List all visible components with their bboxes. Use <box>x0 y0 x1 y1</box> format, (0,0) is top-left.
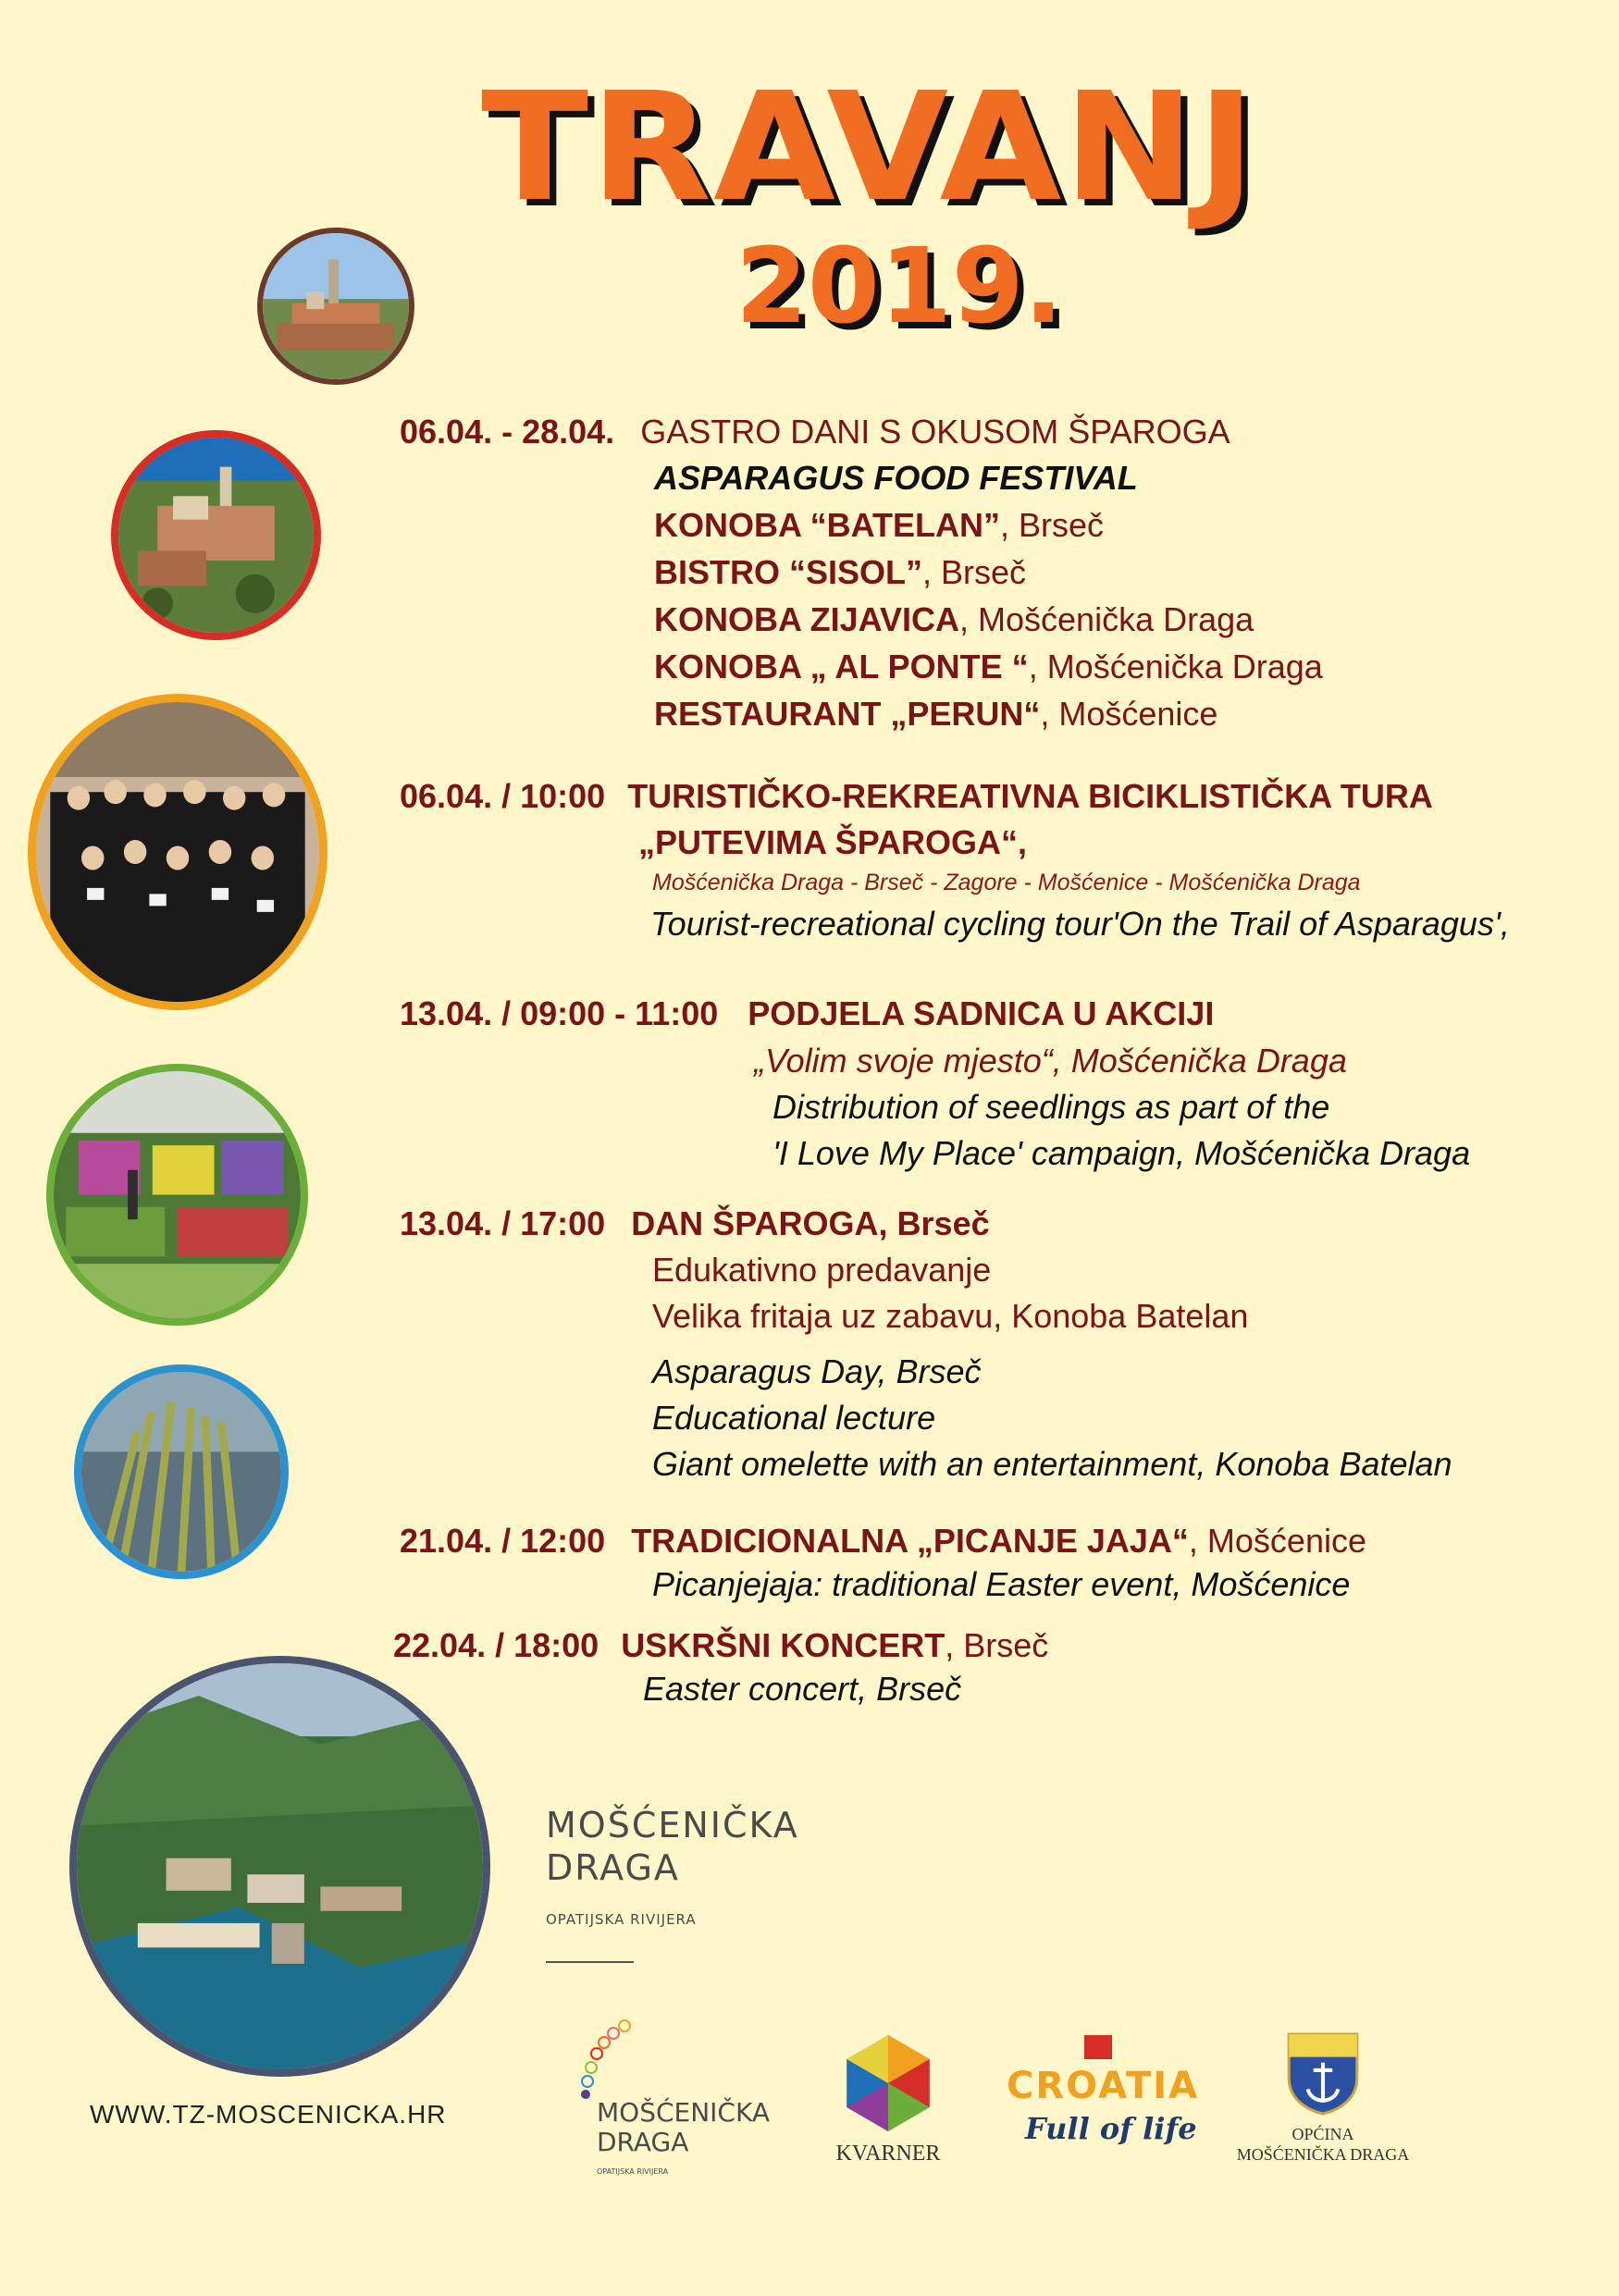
kvarner-logo <box>823 2035 953 2174</box>
event-1-subtitle: ASPARAGUS FOOD FESTIVAL <box>654 459 1138 497</box>
event-1-date: 06.04. - 28.04. <box>400 413 615 451</box>
event-1-venue-4-name: KONOBA „ AL PONTE “ <box>654 648 1029 685</box>
event-3-subtitle: „Volim svoje mjesto“, Mošćenička Draga <box>754 1042 1347 1080</box>
logo-1-tagline: OPATIJSKA RIVIJERA <box>597 2167 669 2176</box>
event-2-title: TURISTIČKO-REKREATIVNA BICIKLISTIČKA TURA <box>627 777 1433 815</box>
brand-name-line-2: DRAGA <box>546 1847 680 1888</box>
event-2-title2: „PUTEVIMA ŠPAROGA“, <box>638 823 1028 861</box>
moscenicka-logo <box>578 2017 791 2183</box>
event-1-venue-1-name: KONOBA “BATELAN” <box>654 506 1000 544</box>
event-4-english-1: Asparagus Day, Brseč <box>652 1352 982 1390</box>
event-1-venue-3-place: , Mošćenička Draga <box>959 600 1254 638</box>
logo-1-line-2: DRAGA <box>597 2127 689 2157</box>
town-photo <box>111 430 321 640</box>
event-5-title: TRADICIONALNA „PICANJE JAJA“ <box>631 1522 1189 1560</box>
croatia-logo <box>1007 2035 1210 2165</box>
event-4-line-1: Edukativno predavanje <box>652 1251 992 1289</box>
aerial-photo <box>69 1656 490 2077</box>
event-5-date: 21.04. / 12:00 <box>400 1522 606 1560</box>
event-3-title: PODJELA SADNICA U AKCIJI <box>748 994 1215 1032</box>
brand-name-line-1: MOŠĆENIČKA <box>546 1805 799 1845</box>
town-small-photo <box>257 228 414 385</box>
croatia-slogan: Full of life <box>1025 2111 1197 2146</box>
flowers-photo <box>46 1064 308 1326</box>
brand-underline <box>546 1961 634 1963</box>
event-6-place: , Brseč <box>945 1626 1049 1664</box>
event-5-place: , Mošćenice <box>1188 1522 1366 1560</box>
event-2-english: Tourist-recreational cycling tour'On the Trail of Asparagus', <box>650 905 1510 943</box>
event-1-venue-3-name: KONOBA ZIJAVICA <box>654 600 960 638</box>
event-1-venue-5-place: , Mošćenice <box>1040 695 1218 733</box>
logo-1-line-1: MOŠĆENIČKA <box>597 2097 770 2128</box>
kvarner-icon <box>840 2035 936 2131</box>
event-3-english-2: 'I Love My Place' campaign, Mošćenička Draga <box>772 1134 1471 1172</box>
event-1-venue-1-place: , Brseč <box>999 506 1105 544</box>
page-title-year: 2019. <box>735 227 1064 347</box>
event-6-english: Easter concert, Brseč <box>643 1670 962 1708</box>
event-4-english-2: Educational lecture <box>652 1399 936 1437</box>
event-4-date: 13.04. / 17:00 <box>400 1204 606 1242</box>
event-1-venue-4-place: , Mošćenička Draga <box>1028 648 1323 685</box>
event-1-venue-2-name: BISTRO “SISOL” <box>654 553 923 591</box>
event-2-date: 06.04. / 10:00 <box>400 777 606 815</box>
event-6-title: USKRŠNI KONCERT <box>621 1626 945 1664</box>
opcina-line-1: OPĆINA <box>1291 2125 1354 2143</box>
event-3-english-1: Distribution of seedlings as part of the <box>772 1088 1330 1126</box>
coat-of-arms-icon <box>1285 2031 1361 2116</box>
event-4-line-2: Velika fritaja uz zabavu, Konoba Batelan <box>652 1297 1249 1335</box>
event-4-title: DAN ŠPAROGA, Brseč <box>631 1204 990 1242</box>
kvarner-label: KVARNER <box>835 2142 941 2166</box>
event-6-date: 22.04. / 18:00 <box>393 1626 599 1664</box>
opcina-logo <box>1230 2031 1415 2179</box>
website-link[interactable]: WWW.TZ-MOSCENICKA.HR <box>90 2100 447 2129</box>
event-1-venue-5-name: RESTAURANT „PERUN“ <box>654 695 1041 733</box>
page-title-month: TRAVANJ <box>481 61 1258 235</box>
event-1-venue-2-place: , Brseč <box>922 553 1027 591</box>
circles-icon <box>578 2017 652 2100</box>
opcina-line-2: MOŠĆENIČKA DRAGA <box>1236 2145 1410 2164</box>
brand-tagline: OPATIJSKA RIVIJERA <box>546 1911 697 1928</box>
event-3-date: 13.04. / 09:00 - 11:00 <box>400 994 719 1032</box>
croatia-red-square <box>1084 2035 1112 2059</box>
croatia-wordmark: CROATIA <box>1007 2065 1200 2107</box>
asparagus-photo <box>74 1364 289 1579</box>
event-4-english-3: Giant omelette with an entertainment, Konoba Batelan <box>652 1445 1452 1483</box>
event-2-route: Mošćenička Draga - Brseč - Zagore - Mošćenice - Mošćenička Draga <box>652 870 1361 895</box>
event-5-english: Picanjejaja: traditional Easter event, Mošćenice <box>652 1565 1351 1603</box>
event-1-title: GASTRO DANI S OKUSOM ŠPAROGA <box>640 413 1230 451</box>
choir-photo <box>28 694 328 1010</box>
